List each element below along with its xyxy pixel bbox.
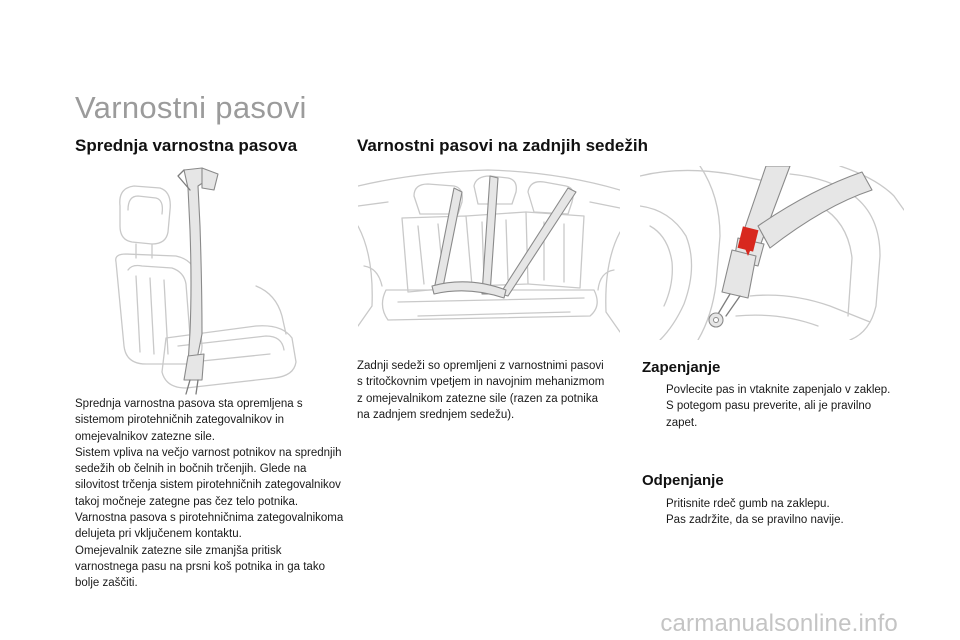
- fastening-heading: Zapenjanje: [642, 359, 721, 376]
- list-item: [642, 496, 892, 512]
- front-seatbelts-text: [75, 396, 347, 592]
- rear-seatbelts-text: [357, 358, 607, 423]
- front-paragraph-4: Omejevalnik zatezne sile zmanjša pritisk varnostnega pasu na prsni koš potnika in ga tako bolje zaščiti.: [75, 544, 325, 590]
- rear-seats-illustration: [358, 166, 620, 340]
- front-seat-illustration: [106, 166, 306, 396]
- list-item: [642, 398, 892, 431]
- list-item: [642, 512, 892, 528]
- unfastening-list: [642, 496, 892, 529]
- list-item: [642, 382, 892, 398]
- front-seatbelts-heading: Sprednja varnostna pasova: [75, 136, 298, 155]
- front-paragraph-2: Sistem vpliva na večjo varnost potnikov na sprednjih sedežih ob čelnih in bočnih trčenjih. Glede na silovitost trčenja sistem pirotehničnih zategovalnikov takoj močneje zategne pas čez telo potnika.: [75, 446, 342, 508]
- unfastening-step-2: Pas zadržite, da se pravilno navije.: [666, 514, 844, 527]
- rear-paragraph: Zadnji sedeži so opremljeni z varnostnimi pasovi s tritočkovnim vpetjem in navojnim mehanizmom z omejevalnikom zatezne sile (razen za potnika na zadnjem srednjem sedežu).: [357, 360, 605, 421]
- front-paragraph-1: Sprednja varnostna pasova sta opremljena s sistemom pirotehničnih zategovalnikov in omejevalnikov zatezne sile.: [75, 398, 303, 443]
- page-title: Varnostni pasovi: [75, 90, 307, 125]
- fastening-step-2: S potegom pasu preverite, ali je pravilno zapet.: [666, 400, 872, 429]
- front-paragraph-3: Varnostna pasova s pirotehničnima zategovalnikoma delujeta pri vključenem kontaktu.: [75, 512, 344, 541]
- unfastening-step-1: Pritisnite rdeč gumb na zaklepu.: [666, 498, 830, 510]
- fastening-step-1: Povlecite pas in vtaknite zapenjalo v zaklep.: [666, 384, 891, 396]
- rear-seatbelts-heading: Varnostni pasovi na zadnjih sedežih: [357, 136, 648, 155]
- fastening-list: [642, 382, 892, 431]
- unfastening-heading: Odpenjanje: [642, 472, 724, 489]
- watermark: carmanualsonline.info: [660, 610, 898, 637]
- buckle-closeup-illustration: [640, 166, 904, 340]
